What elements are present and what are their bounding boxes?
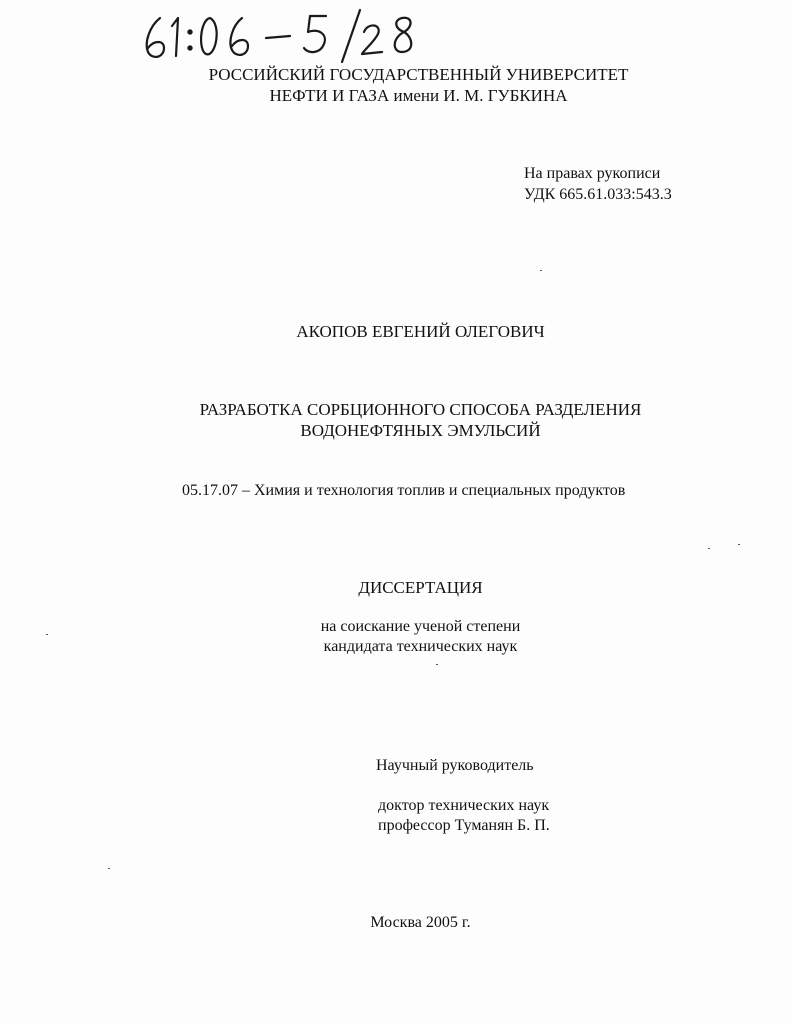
- city-year: Москва 2005 г.: [370, 914, 471, 931]
- degree-line-2: кандидата технических наук: [323, 638, 518, 655]
- document-type: ДИССЕРТАЦИЯ: [358, 578, 483, 597]
- udc-code: УДК 665.61.033:543.3: [524, 186, 672, 203]
- scan-speck: [540, 270, 542, 271]
- specialty-code: 05.17.07 – Химия и технология топлив и специальных продуктов: [182, 482, 626, 499]
- supervisor-label: Научный руководитель: [376, 757, 534, 774]
- author-name: АКОПОВ ЕВГЕНИЙ ОЛЕГОВИЧ: [296, 322, 545, 341]
- handwritten-archive-code: [138, 4, 438, 66]
- scan-speck: [738, 544, 740, 545]
- supervisor-name: профессор Туманян Б. П.: [378, 817, 550, 834]
- scan-speck: [108, 868, 110, 869]
- thesis-title-line-2: ВОДОНЕФТЯНЫХ ЭМУЛЬСИЙ: [300, 421, 541, 440]
- scan-speck: [708, 548, 710, 549]
- scan-speck: [46, 634, 48, 635]
- university-line-2: НЕФТИ И ГАЗА имени И. М. ГУБКИНА: [269, 86, 568, 105]
- university-line-1: РОССИЙСКИЙ ГОСУДАРСТВЕННЫЙ УНИВЕРСИТЕТ: [208, 65, 629, 84]
- thesis-title-line-1: РАЗРАБОТКА СОРБЦИОННОГО СПОСОБА РАЗДЕЛЕНИЯ: [199, 400, 642, 419]
- manuscript-rights: На правах рукописи: [524, 165, 661, 182]
- degree-line-1: на соискание ученой степени: [320, 618, 521, 635]
- supervisor-degree: доктор технических наук: [378, 797, 550, 814]
- scan-speck: [436, 664, 438, 665]
- handwritten-code-drawing: [138, 4, 438, 66]
